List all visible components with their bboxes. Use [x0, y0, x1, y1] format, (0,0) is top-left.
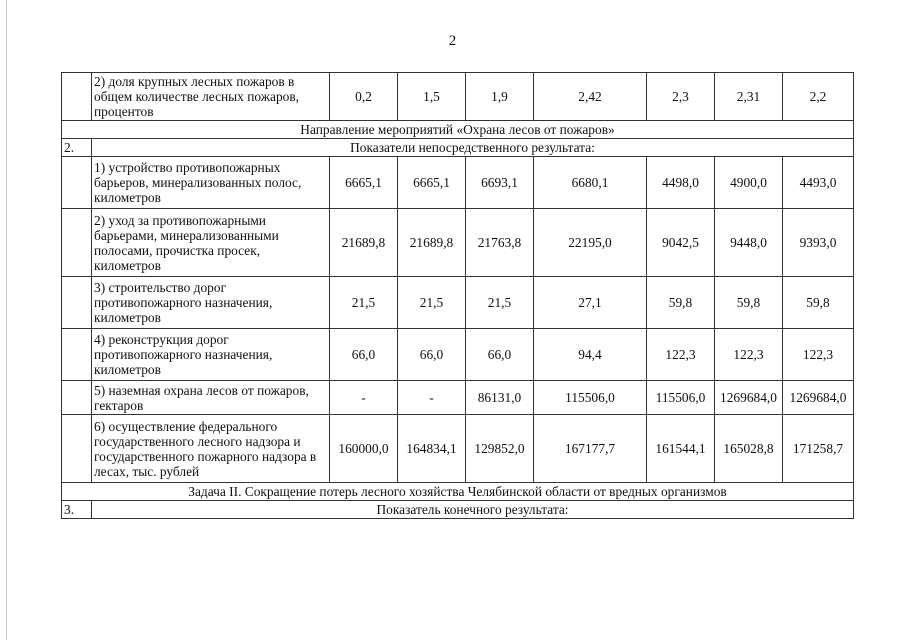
indicator-value: 1,5	[398, 73, 466, 121]
indicator-label: 2) доля крупных лесных пожаров в общем количестве лесных пожаров, процентов	[92, 73, 330, 121]
row-number-empty	[62, 381, 92, 415]
indicator-value: -	[330, 381, 398, 415]
indicator-value: 59,8	[783, 277, 854, 329]
indicator-value: 122,3	[783, 329, 854, 381]
page-number: 2	[448, 33, 457, 49]
indicator-value: 21,5	[398, 277, 466, 329]
indicator-value: 160000,0	[330, 415, 398, 483]
group-heading: Показатель конечного результата:	[92, 501, 854, 519]
row-number: 2.	[62, 139, 92, 157]
indicator-label: 3) строительство дорог противопожарного назначения, километров	[92, 277, 330, 329]
group-heading: Показатели непосредственного результата:	[92, 139, 854, 157]
indicator-value: -	[398, 381, 466, 415]
indicator-value: 59,8	[647, 277, 715, 329]
table-row	[62, 381, 854, 415]
row-number-empty	[62, 415, 92, 483]
table-row	[62, 73, 854, 121]
row-number-empty	[62, 73, 92, 121]
indicator-value: 115506,0	[647, 381, 715, 415]
indicator-value: 115506,0	[534, 381, 647, 415]
indicator-value: 2,42	[534, 73, 647, 121]
indicator-value: 129852,0	[466, 415, 534, 483]
indicator-value: 94,4	[534, 329, 647, 381]
indicator-value: 161544,1	[647, 415, 715, 483]
indicator-value: 6665,1	[330, 157, 398, 209]
row-number-empty	[62, 329, 92, 381]
table-row	[62, 501, 854, 519]
indicator-value: 27,1	[534, 277, 647, 329]
indicator-value: 21,5	[330, 277, 398, 329]
indicator-value: 4900,0	[715, 157, 783, 209]
row-number: 3.	[62, 501, 92, 519]
table-row	[62, 415, 854, 483]
indicator-value: 2,2	[783, 73, 854, 121]
table-row	[62, 277, 854, 329]
indicator-value: 9448,0	[715, 209, 783, 277]
table-row	[62, 329, 854, 381]
indicator-value: 66,0	[398, 329, 466, 381]
table-row	[62, 121, 854, 139]
indicator-value: 9042,5	[647, 209, 715, 277]
indicator-value: 122,3	[715, 329, 783, 381]
page-edge-line	[6, 0, 7, 640]
indicator-value: 22195,0	[534, 209, 647, 277]
indicator-value: 164834,1	[398, 415, 466, 483]
indicator-value: 66,0	[330, 329, 398, 381]
indicators-table	[61, 72, 854, 519]
indicator-value: 1,9	[466, 73, 534, 121]
table-row	[62, 157, 854, 209]
indicator-label: 1) устройство противопожарных барьеров, минерализованных полос, километров	[92, 157, 330, 209]
indicator-value: 6665,1	[398, 157, 466, 209]
table-body	[62, 73, 854, 519]
row-number-empty	[62, 277, 92, 329]
table-row	[62, 209, 854, 277]
indicator-label: 2) уход за противопожарными барьерами, минерализованными полосами, прочистка просек, километров	[92, 209, 330, 277]
indicator-value: 66,0	[466, 329, 534, 381]
indicator-value: 21689,8	[398, 209, 466, 277]
indicator-value: 21,5	[466, 277, 534, 329]
indicator-label: 4) реконструкция дорог противопожарного назначения, километров	[92, 329, 330, 381]
section-heading: Задача II. Сокращение потерь лесного хозяйства Челябинской области от вредных организмов	[62, 483, 854, 501]
row-number-empty	[62, 157, 92, 209]
indicator-value: 21763,8	[466, 209, 534, 277]
indicator-value: 165028,8	[715, 415, 783, 483]
indicator-value: 2,31	[715, 73, 783, 121]
indicator-value: 167177,7	[534, 415, 647, 483]
indicator-value: 2,3	[647, 73, 715, 121]
table-row	[62, 483, 854, 501]
indicator-value: 4498,0	[647, 157, 715, 209]
row-number-empty	[62, 209, 92, 277]
section-heading: Направление мероприятий «Охрана лесов от пожаров»	[62, 121, 854, 139]
indicator-value: 6680,1	[534, 157, 647, 209]
indicator-value: 59,8	[715, 277, 783, 329]
indicator-value: 1269684,0	[715, 381, 783, 415]
indicator-value: 9393,0	[783, 209, 854, 277]
indicator-value: 122,3	[647, 329, 715, 381]
indicator-value: 1269684,0	[783, 381, 854, 415]
indicator-value: 4493,0	[783, 157, 854, 209]
table-row	[62, 139, 854, 157]
indicator-value: 0,2	[330, 73, 398, 121]
indicator-value: 21689,8	[330, 209, 398, 277]
indicator-value: 171258,7	[783, 415, 854, 483]
indicator-value: 86131,0	[466, 381, 534, 415]
indicator-value: 6693,1	[466, 157, 534, 209]
indicator-label: 6) осуществление федерального государственного лесного надзора и государственного пожарного надзора в лесах, тыс. рублей	[92, 415, 330, 483]
indicator-label: 5) наземная охрана лесов от пожаров, гектаров	[92, 381, 330, 415]
